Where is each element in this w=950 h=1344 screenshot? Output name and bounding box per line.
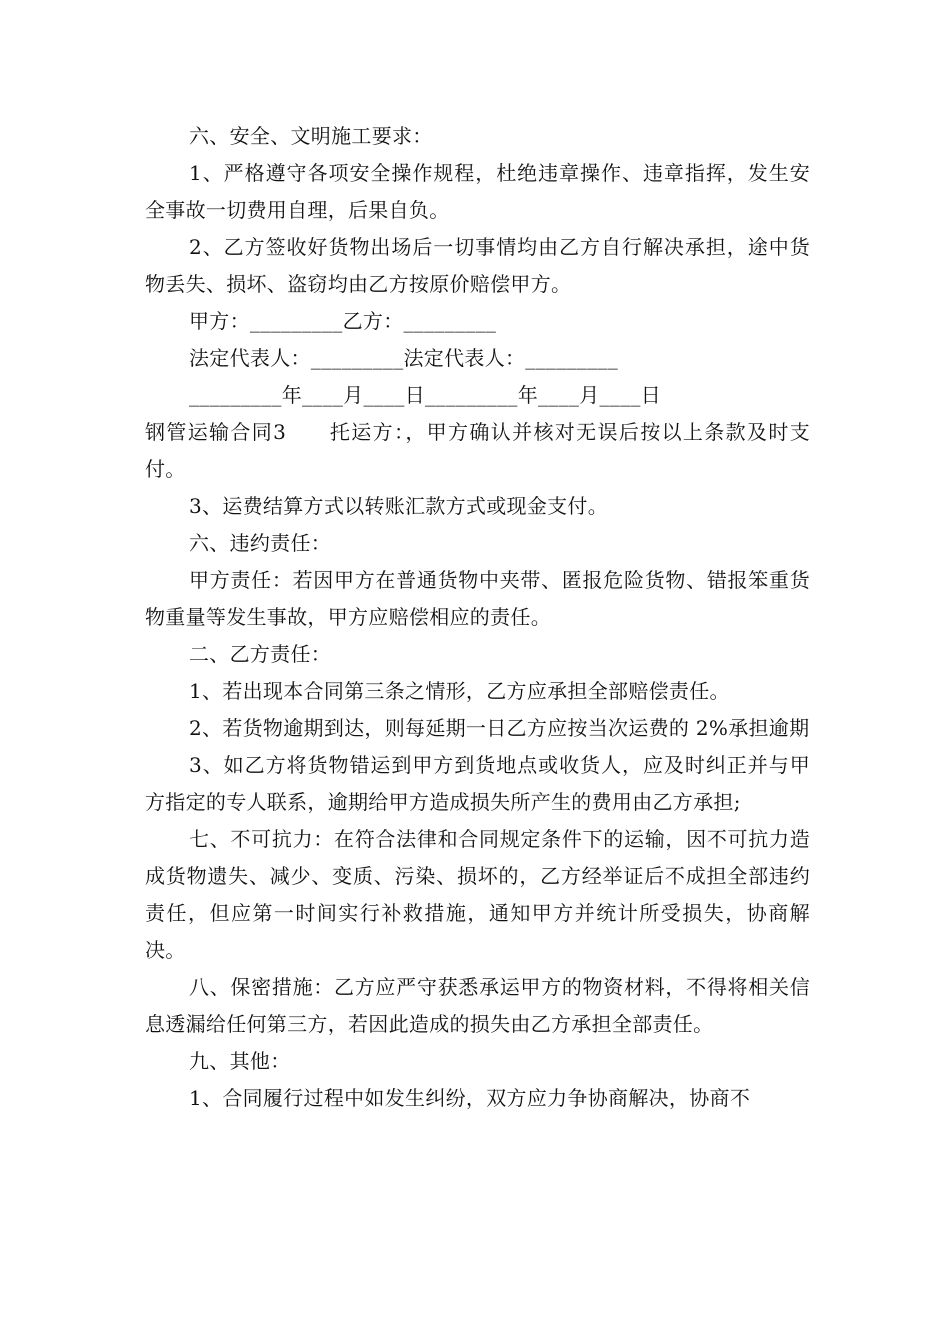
paragraph-payment-method: 3、运费结算方式以转账汇款方式或现金支付。 (189, 494, 609, 518)
signature-party-line: 甲方：_________乙方：_________ (189, 309, 497, 333)
paragraph-party-b-item-1: 1、若出现本合同第三条之情形，乙方应承担全部赔偿责任。 (189, 679, 730, 703)
paragraph-party-a-liability: 甲方责任：若因甲方在普通货物中夹带、匿报危险货物、错报笨重货物重量等发生事故，甲方应赔偿相应的责任。 (145, 568, 810, 629)
paragraph-section-9-other-heading: 九、其他： (189, 1049, 291, 1073)
paragraph-section-6-liability-heading: 六、违约责任： (189, 531, 332, 555)
paragraph-party-b-item-3: 3、如乙方将货物错运到甲方到货地点或收货人，应及时纠正并与甲方指定的专人联系，逾期给甲方造成损失所产生的费用由乙方承担; (145, 753, 810, 814)
paragraph-section-7-force-majeure: 七、不可抗力：在符合法律和合同规定条件下的运输，因不可抗力造成货物遗失、减少、变质、污染、损坏的，乙方经举证后不成担全部违约责任，但应第一时间实行补救措施，通知甲方并统计所受损失，协商解决。 (145, 827, 810, 962)
paragraph-section-6-safety-heading: 六、安全、文明施工要求： (189, 124, 433, 148)
paragraph-contract-3-intro: 钢管运输合同3 托运方：，甲方确认并核对无误后按以上条款及时支付。 (145, 420, 810, 481)
paragraph-safety-item-2: 2、乙方签收好货物出场后一切事情均由乙方自行解决承担，途中货物丢失、损坏、盗窃均由乙方按原价赔偿甲方。 (145, 235, 810, 296)
paragraph-party-b-item-2: 2、若货物逾期到达，则每延期一日乙方应按当次运费的 2%承担逾期 (189, 716, 810, 740)
paragraph-party-b-liability-heading: 二、乙方责任： (189, 642, 332, 666)
signature-representative-line: 法定代表人：_________法定代表人：_________ (189, 346, 618, 370)
paragraph-other-item-1: 1、合同履行过程中如发生纠纷，双方应力争协商解决，协商不 (189, 1086, 751, 1110)
signature-date-line: _________年____月____日_________年____月____日 (189, 383, 661, 407)
paragraph-safety-item-1: 1、严格遵守各项安全操作规程，杜绝违章操作、违章指挥，发生安全事故一切费用自理，后果自负。 (145, 161, 810, 222)
document-body (145, 118, 810, 1117)
paragraph-section-8-confidentiality: 八、保密措施：乙方应严守获悉承运甲方的物资材料，不得将相关信息透漏给任何第三方，若因此造成的损失由乙方承担全部责任。 (145, 975, 810, 1036)
